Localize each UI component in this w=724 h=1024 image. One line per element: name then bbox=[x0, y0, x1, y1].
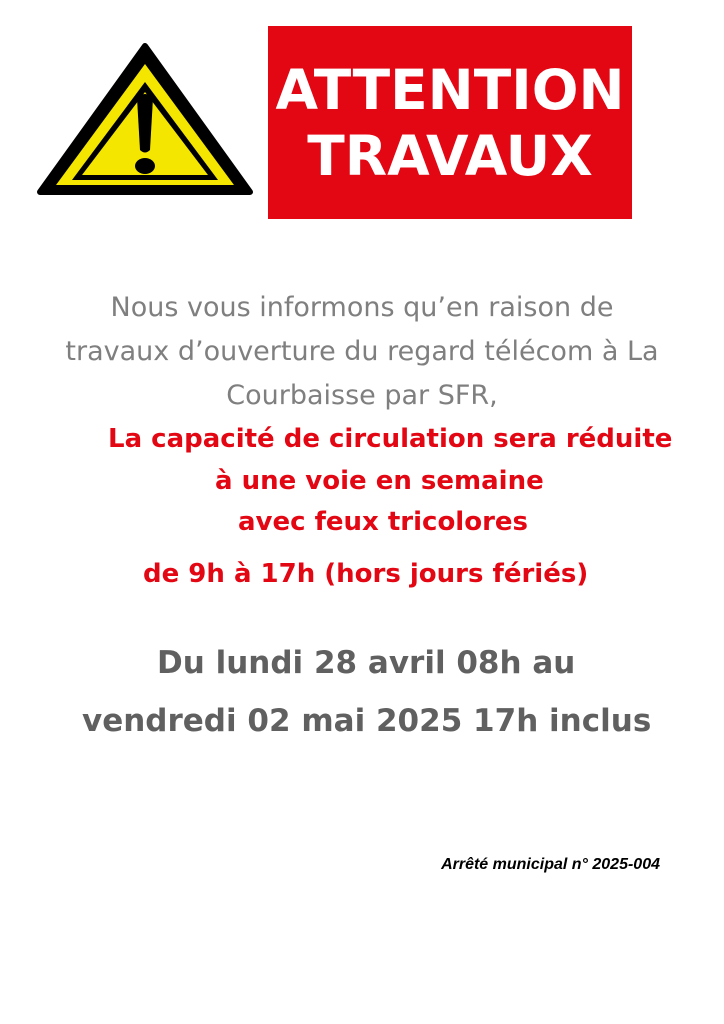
attention-travaux-banner bbox=[268, 26, 632, 219]
banner-title-line2: TRAVAUX bbox=[307, 123, 593, 188]
banner-title-line1: ATTENTION bbox=[275, 57, 625, 122]
warning-triangle-icon bbox=[36, 42, 254, 196]
intro-paragraph bbox=[30, 286, 694, 418]
dates-line: vendredi 02 mai 2025 17h inclus bbox=[82, 703, 652, 739]
intro-line: travaux d’ouverture du regard télécom à La bbox=[65, 336, 659, 367]
notice-line: à une voie en semaine bbox=[215, 466, 544, 496]
notice-line: La capacité de circulation sera réduite bbox=[108, 424, 673, 454]
intro-line: Courbaisse par SFR, bbox=[226, 380, 498, 411]
arrete-reference: Arrêté municipal n° 2025-004 bbox=[441, 856, 660, 873]
dates-line: Du lundi 28 avril 08h au bbox=[157, 645, 576, 681]
notice-line: avec feux tricolores bbox=[238, 507, 529, 537]
notice-hours-line: de 9h à 17h (hors jours fériés) bbox=[143, 559, 589, 589]
intro-line: Nous vous informons qu’en raison de bbox=[110, 292, 614, 323]
